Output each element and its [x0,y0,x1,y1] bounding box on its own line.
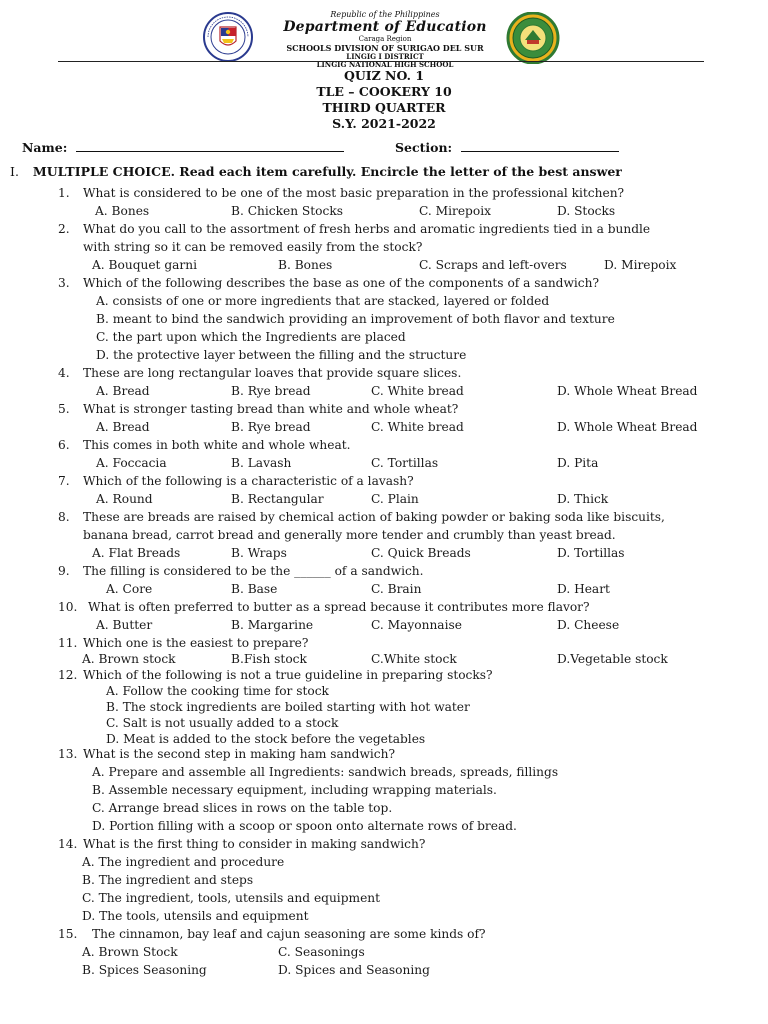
question-number: 11. [58,636,78,650]
instructions [10,164,622,179]
header-divider [58,61,704,62]
answer-option[interactable]: C. Mayonnaise [371,618,462,632]
answer-option[interactable]: A. Prepare and assemble all Ingredients: sandwich breads, spreads, fillings [92,765,559,779]
letterhead-division: SCHOOLS DIVISION OF SURIGAO DEL SUR [286,43,484,53]
question-text: The cinnamon, bay leaf and cajun seasoning are some kinds of? [92,927,486,941]
question-text: What is stronger tasting bread than white and whole wheat? [83,402,459,416]
question-text: What is often preferred to butter as a spread because it contributes more flavor? [88,600,590,614]
question-text: What is the first thing to consider in making sandwich? [83,837,426,851]
subject-title: TLE – COOKERY 10 [316,84,452,99]
section-row [395,140,619,155]
answer-option[interactable]: B. Spices Seasoning [82,963,207,977]
answer-option[interactable]: B. Lavash [231,456,292,470]
name-row [22,140,344,155]
answer-option[interactable]: B.Fish stock [231,652,307,666]
question-number: 14. [58,837,78,851]
letterhead-district: LINGIG I DISTRICT [346,52,424,61]
answer-option[interactable]: A. Core [106,582,153,596]
part-numeral: I. [10,164,19,179]
answer-option[interactable]: B. Wraps [231,546,287,560]
question-number: 3. [58,276,70,290]
answer-option[interactable]: D. Cheese [557,618,620,632]
letterhead-department: Department of Education [283,19,487,35]
answer-option[interactable]: D.Vegetable stock [557,652,668,666]
letterhead-school: LINGIG NATIONAL HIGH SCHOOL [316,60,454,69]
answer-option[interactable]: C. Brain [371,582,422,596]
answer-option[interactable]: B. Bones [278,258,333,272]
answer-option[interactable]: A. Brown stock [82,652,176,666]
answer-option[interactable]: C. White bread [371,420,464,434]
answer-option[interactable]: B. Rectangular [231,492,324,506]
question-text: Which of the following is a characteristic of a lavash? [83,474,414,488]
answer-option[interactable]: D. Thick [557,492,609,506]
answer-option[interactable]: A. Bouquet garni [92,258,197,272]
answer-option[interactable]: B. Chicken Stocks [231,204,343,218]
answer-option[interactable]: B. meant to bind the sandwich providing an improvement of both flavor and texture [96,312,615,326]
answer-option[interactable]: D. the protective layer between the filling and the structure [96,348,467,362]
answer-option[interactable]: D. Whole Wheat Bread [557,384,698,398]
question-text: What is considered to be one of the most basic preparation in the professional kitchen? [83,186,625,200]
answer-option[interactable]: D. Whole Wheat Bread [557,420,698,434]
question-number: 7. [58,474,70,488]
answer-option[interactable]: D. The tools, utensils and equipment [82,909,309,923]
answer-option[interactable]: A. Foccacia [96,456,167,470]
deped-seal-icon [186,11,270,63]
answer-option[interactable]: D. Tortillas [557,546,625,560]
answer-option[interactable]: D. Portion filling with a scoop or spoon onto alternate rows of bread. [92,819,517,833]
question-number: 12. [58,668,78,682]
question-text: The filling is considered to be the ______ of a sandwich. [83,564,424,578]
answer-option[interactable]: A. The ingredient and procedure [82,855,285,869]
question-text: with string so it can be removed easily from the stock? [83,240,423,254]
school-seal-icon [492,12,574,64]
answer-option[interactable]: C. The ingredient, tools, utensils and equipment [82,891,381,905]
question-text: These are breads are raised by chemical action of baking powder or baking soda like biscuits, [83,510,665,524]
answer-option[interactable]: C. Tortillas [371,456,439,470]
answer-option[interactable]: B. Rye bread [231,384,311,398]
answer-option[interactable]: C. Mirepoix [419,204,491,218]
answer-option[interactable]: C. Salt is not usually added to a stock [106,716,339,730]
question-number: 13. [58,747,78,761]
answer-option[interactable]: B. The ingredient and steps [82,873,254,887]
answer-option[interactable]: A. Bread [96,384,150,398]
section-blank[interactable] [461,141,619,152]
answer-option[interactable]: A. Flat Breads [92,546,181,560]
answer-option[interactable]: D. Mirepoix [604,258,677,272]
instructions-text: MULTIPLE CHOICE. Read each item carefully. Encircle the letter of the best answer [32,164,622,179]
question-text: Which of the following is not a true guideline in preparing stocks? [83,668,493,682]
answer-option[interactable]: D. Stocks [557,204,616,218]
quiz-number: QUIZ NO. 1 [343,68,425,83]
answer-option[interactable]: A. Round [96,492,153,506]
answer-option[interactable]: C. the part upon which the Ingredients are placed [96,330,406,344]
answer-option[interactable]: D. Meat is added to the stock before the vegetables [106,732,426,746]
question-number: 8. [58,510,70,524]
answer-option[interactable]: C. Plain [371,492,419,506]
question-number: 6. [58,438,70,452]
question-text: banana bread, carrot bread and generally more tender and crumbly than yeast bread. [83,528,616,542]
answer-option[interactable]: A. consists of one or more ingredients that are stacked, layered or folded [96,294,550,308]
answer-option[interactable]: B. Base [231,582,278,596]
answer-option[interactable]: C. Arrange bread slices in rows on the table top. [92,801,393,815]
question-text: Which of the following describes the base as one of the components of a sandwich? [83,276,600,290]
question-number: 10. [58,600,78,614]
question-text: Which one is the easiest to prepare? [83,636,309,650]
answer-option[interactable]: B. Assemble necessary equipment, including wrapping materials. [92,783,497,797]
answer-option[interactable]: C. White bread [371,384,464,398]
question-number: 4. [58,366,70,380]
answer-option[interactable]: C.White stock [371,652,457,666]
answer-option[interactable]: D. Spices and Seasoning [278,963,430,977]
answer-option[interactable]: B. The stock ingredients are boiled starting with hot water [106,700,470,714]
section-label: Section: [395,140,453,155]
question-text: These are long rectangular loaves that provide square slices. [83,366,462,380]
answer-option[interactable]: A. Brown Stock [82,945,178,959]
answer-option[interactable]: A. Butter [96,618,153,632]
letterhead-region: Caraga Region [358,35,412,43]
question-number: 5. [58,402,70,416]
name-blank[interactable] [76,141,344,152]
answer-option[interactable]: A. Bread [96,420,150,434]
name-label: Name: [22,140,68,155]
answer-option[interactable]: A. Bones [95,204,150,218]
answer-option[interactable]: D. Heart [557,582,610,596]
question-text: What do you call to the assortment of fresh herbs and aromatic ingredients tied in a bundle [83,222,651,236]
answer-option[interactable]: B. Rye bread [231,420,311,434]
quarter-title: THIRD QUARTER [322,100,446,115]
letterhead-republic: Republic of the Philippines [330,10,440,19]
answer-option[interactable]: D. Pita [557,456,599,470]
answer-option[interactable]: A. Follow the cooking time for stock [106,684,329,698]
question-number: 9. [58,564,70,578]
question-number: 2. [58,222,70,236]
school-year: S.Y. 2021-2022 [332,116,436,131]
question-number: 15. [58,927,78,941]
answer-option[interactable]: C. Quick Breads [371,546,471,560]
answer-option[interactable]: C. Scraps and left-overs [419,258,567,272]
question-number: 1. [58,186,70,200]
answer-option[interactable]: C. Seasonings [278,945,365,959]
question-text: This comes in both white and whole wheat. [83,438,351,452]
answer-option[interactable]: B. Margarine [231,618,314,632]
question-text: What is the second step in making ham sandwich? [83,747,395,761]
